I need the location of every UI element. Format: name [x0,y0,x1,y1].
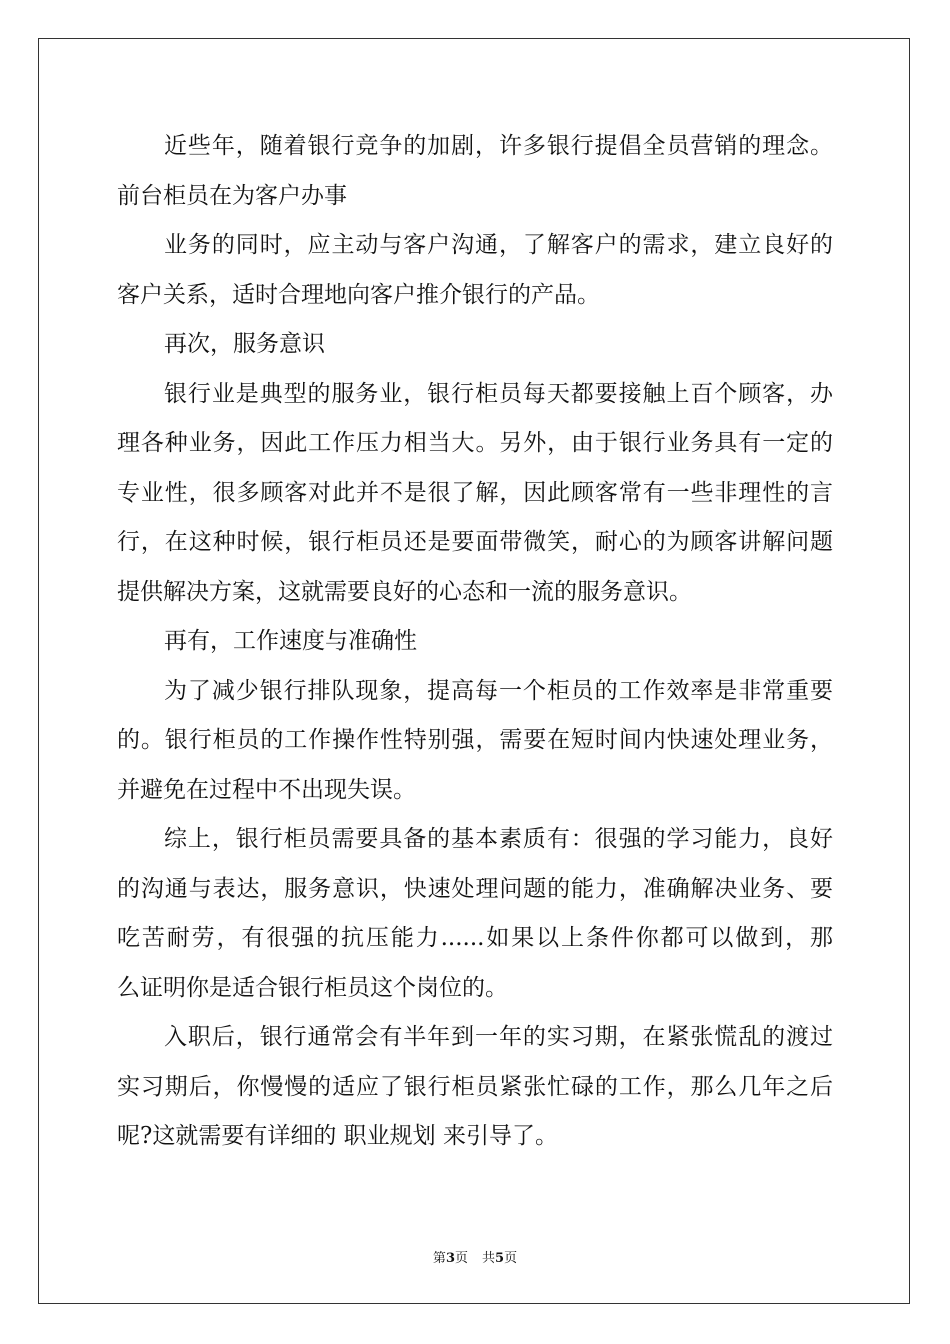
section-heading: 再有，工作速度与准确性 [164,628,417,654]
text-line: 吃苦耐劳，有很强的抗压能力......如果以上条件你都可以做到，那 [117,925,833,951]
text-line: 呢?这就需要有详细的 职业规划 来引导了。 [117,1123,558,1149]
text-line: 并避免在过程中不出现失误。 [117,776,416,803]
text-line: 近些年，随着银行竞争的加剧，许多银行提倡全员营销的理念。 [164,133,833,159]
text-line: 业务的同时，应主动与客户沟通，了解客户的需求，建立良好的 [164,232,833,258]
page-footer [0,1247,950,1266]
total-suffix: 页 [504,1251,518,1266]
text-line: 理各种业务，因此工作压力相当大。另外，由于银行业务具有一定的 [117,430,833,456]
text-line: 银行业是典型的服务业，银行柜员每天都要接触上百个顾客，办 [164,380,833,407]
text-line: 行，在这种时候，银行柜员还是要面带微笑，耐心的为顾客讲解问题 [117,529,833,555]
text-line: 专业性，很多顾客对此并不是很了解，因此顾客常有一些非理性的言 [117,479,833,506]
text-line: 实习期后，你慢慢的适应了银行柜员紧张忙碌的工作，那么几年之后 [117,1073,833,1100]
section-heading: 再次，服务意识 [164,331,325,357]
text-line: 前台柜员在为客户办事 [117,182,347,209]
text-line: 入职后，银行通常会有半年到一年的实习期，在紧张慌乱的渡过 [164,1024,833,1050]
text-line: 么证明你是适合银行柜员这个岗位的。 [117,974,508,1001]
text-line: 综上，银行柜员需要具备的基本素质有：很强的学习能力，良好 [164,826,833,852]
page-suffix: 页 [454,1251,468,1266]
page-prefix: 第 [432,1251,446,1266]
text-line: 客户关系，适时合理地向客户推介银行的产品。 [117,281,600,308]
total-prefix: 共 [482,1251,496,1266]
document-body [117,122,833,1162]
text-line: 的。银行柜员的工作操作性特别强，需要在短时间内快速处理业务， [117,727,833,753]
text-line: 为了减少银行排队现象，提高每一个柜员的工作效率是非常重要 [164,677,833,704]
text-line: 提供解决方案，这就需要良好的心态和一流的服务意识。 [117,578,692,605]
total-pages: 5 [495,1251,505,1266]
text-line: 的沟通与表达，服务意识，快速处理问题的能力，准确解决业务、要 [117,875,833,902]
page-number: 3 [445,1251,455,1266]
